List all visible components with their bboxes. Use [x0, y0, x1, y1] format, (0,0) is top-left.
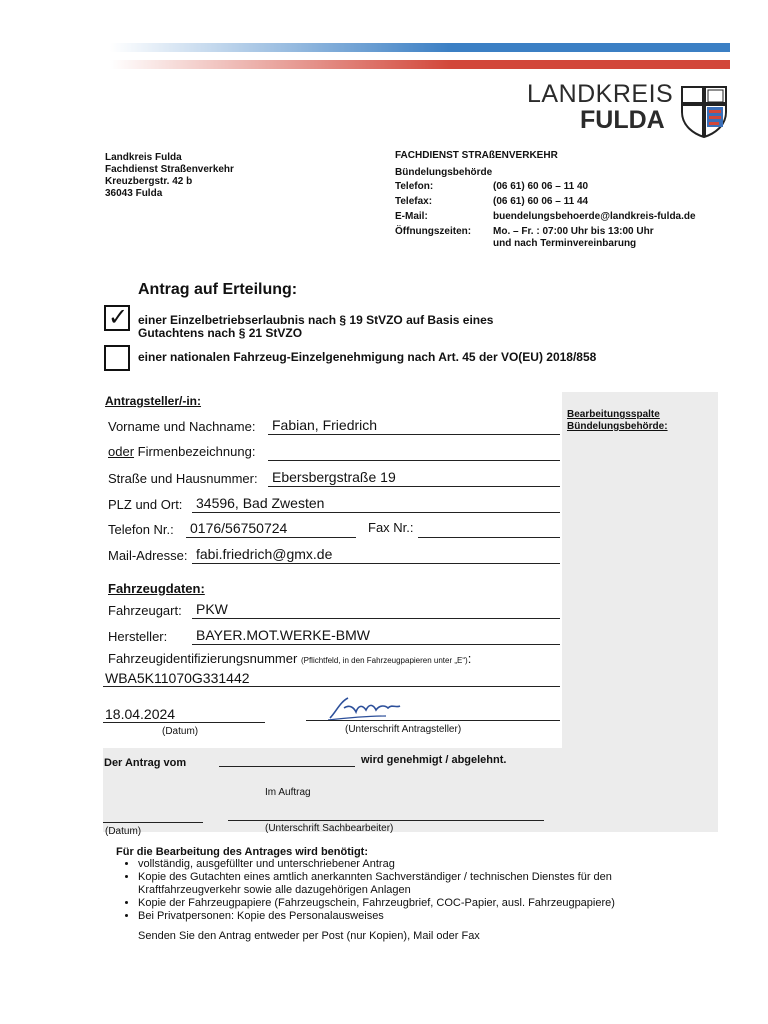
sender-line-3: Kreuzbergstr. 42 b — [105, 176, 193, 187]
coat-of-arms-icon — [679, 84, 729, 143]
requirement-item: • Kopie des Gutachten eines amtlich anerkannten Sachverständiger / technischen Dienstes für den Kraftfahrzeugverkehr sowie alle dazugehörigen Anlagen — [138, 871, 698, 897]
company-label — [108, 444, 255, 459]
office-value-phone: (06 61) 60 06 – 11 40 — [493, 181, 589, 192]
date-field-line — [103, 722, 265, 723]
mail-field-line — [192, 563, 560, 564]
decision-date-line[interactable] — [219, 766, 355, 767]
requirements-list — [118, 858, 698, 923]
street-field-line — [268, 486, 560, 487]
sender-line-1: Landkreis Fulda — [105, 152, 182, 163]
decision-date-field-line[interactable] — [103, 822, 203, 823]
option-1-label-line2: Gutachtens nach § 21 StVZO — [138, 326, 303, 340]
vin-note: (Pflichtfeld, in den Fahrzeugpapieren unter „E“) — [300, 656, 468, 665]
name-field-line — [268, 434, 560, 435]
phone-label: Telefon Nr.: — [108, 522, 174, 537]
requirement-item: • Kopie der Fahrzeugpapiere (Fahrzeugschein, Fahrzeugbrief, COC-Papier, ausl. Fahrzeugpapiere) — [138, 897, 698, 910]
name-value[interactable]: Fabian, Friedrich — [272, 417, 378, 433]
vehicle-type-label: Fahrzeugart: — [108, 603, 182, 618]
option-2-label: einer nationalen Fahrzeug-Einzelgenehmigung nach Art. 45 der VO(EU) 2018/858 — [138, 350, 597, 364]
date-value[interactable]: 18.04.2024 — [105, 706, 176, 722]
vin-value[interactable]: WBA5K11070G331442 — [105, 670, 250, 686]
date-label: (Datum) — [162, 726, 199, 737]
company-field-line[interactable] — [268, 460, 560, 461]
decision-signature-field-line[interactable] — [228, 820, 544, 821]
office-column-title-1: Bearbeitungsspalte — [567, 409, 660, 420]
header-stripe-blue — [110, 43, 730, 52]
decision-signature-label: (Unterschrift Sachbearbeiter) — [265, 823, 394, 834]
applicant-section-title: Antragsteller/-in: — [105, 394, 202, 408]
phone-value[interactable]: 0176/56750724 — [190, 520, 288, 536]
office-value-hours-2: und nach Terminvereinbarung — [493, 238, 637, 249]
im-auftrag-label: Im Auftrag — [265, 787, 311, 798]
vehicle-type-value[interactable]: PKW — [196, 601, 228, 617]
city-value[interactable]: 34596, Bad Zwesten — [196, 495, 325, 511]
mail-value[interactable]: fabi.friedrich@gmx.de — [196, 546, 333, 562]
office-value-mail: buendelungsbehoerde@landkreis-fulda.de — [493, 211, 696, 222]
logo-text-fulda: FULDA — [580, 106, 665, 134]
city-label: PLZ und Ort: — [108, 497, 183, 512]
phone-field-line — [186, 537, 356, 538]
sender-line-4: 36043 Fulda — [105, 188, 163, 199]
company-label-rest: Firmenbezeichnung: — [134, 444, 256, 459]
company-label-oder: oder — [108, 444, 135, 459]
office-value-fax: (06 61) 60 06 – 11 44 — [493, 196, 589, 207]
header-stripe-red — [110, 60, 730, 69]
option-1-label-line1: einer Einzelbetriebserlaubnis nach § 19 StVZO auf Basis eines — [138, 313, 494, 327]
vin-label — [108, 651, 471, 666]
maker-field-line — [192, 644, 560, 645]
office-label-mail: E-Mail: — [395, 211, 428, 222]
office-subtitle: Bündelungsbehörde — [395, 167, 493, 178]
sender-line-2: Fachdienst Straßenverkehr — [105, 164, 234, 175]
requirements-footer: Senden Sie den Antrag entweder per Post (nur Kopien), Mail oder Fax — [138, 930, 480, 942]
office-value-hours: Mo. – Fr. : 07:00 Uhr bis 13:00 Uhr — [493, 226, 654, 237]
signature-label: (Unterschrift Antragsteller) — [345, 724, 462, 735]
fax-label: Fax Nr.: — [368, 520, 414, 535]
vin-field-line — [103, 686, 560, 687]
office-title: FACHDIENST STRAßENVERKEHR — [395, 150, 558, 161]
logo-text-landkreis: LANDKREIS — [527, 80, 674, 108]
office-label-phone: Telefon: — [395, 181, 434, 192]
option-2-checkbox[interactable] — [104, 345, 130, 371]
decision-prefix: Der Antrag vom — [104, 757, 187, 769]
requirement-item: • Bei Privatpersonen: Kopie des Personalausweises — [138, 910, 698, 923]
office-label-hours: Öffnungszeiten: — [395, 226, 472, 237]
decision-date-label: (Datum) — [105, 826, 142, 837]
signature-scribble — [326, 694, 416, 727]
check-mark-icon: ✓ — [108, 303, 129, 331]
office-column-title-2: Bündelungsbehörde: — [567, 421, 668, 432]
option-1-checkbox[interactable] — [104, 305, 130, 331]
page-title: Antrag auf Erteilung: — [138, 281, 298, 298]
vehicle-section-title: Fahrzeugdaten: — [108, 581, 205, 596]
maker-value[interactable]: BAYER.MOT.WERKE-BMW — [196, 627, 370, 643]
vin-colon: : — [467, 651, 472, 666]
fax-field-line[interactable] — [418, 537, 560, 538]
decision-suffix: wird genehmigt / abgelehnt. — [361, 754, 507, 766]
signature-field-line[interactable] — [306, 720, 560, 721]
city-field-line — [192, 512, 560, 513]
requirement-item: • vollständig, ausgefüllter und unterschriebener Antrag — [138, 858, 698, 871]
name-label: Vorname und Nachname: — [108, 419, 256, 434]
street-value[interactable]: Ebersbergstraße 19 — [272, 469, 396, 485]
maker-label: Hersteller: — [108, 629, 168, 644]
mail-label: Mail-Adresse: — [108, 548, 188, 563]
office-label-fax: Telefax: — [395, 196, 433, 207]
vehicle-type-field-line — [192, 618, 560, 619]
vin-label-text: Fahrzeugidentifizierungsnummer — [108, 651, 298, 666]
street-label: Straße und Hausnummer: — [108, 471, 258, 486]
requirements-title: Für die Bearbeitung des Antrages wird benötigt: — [116, 846, 369, 858]
